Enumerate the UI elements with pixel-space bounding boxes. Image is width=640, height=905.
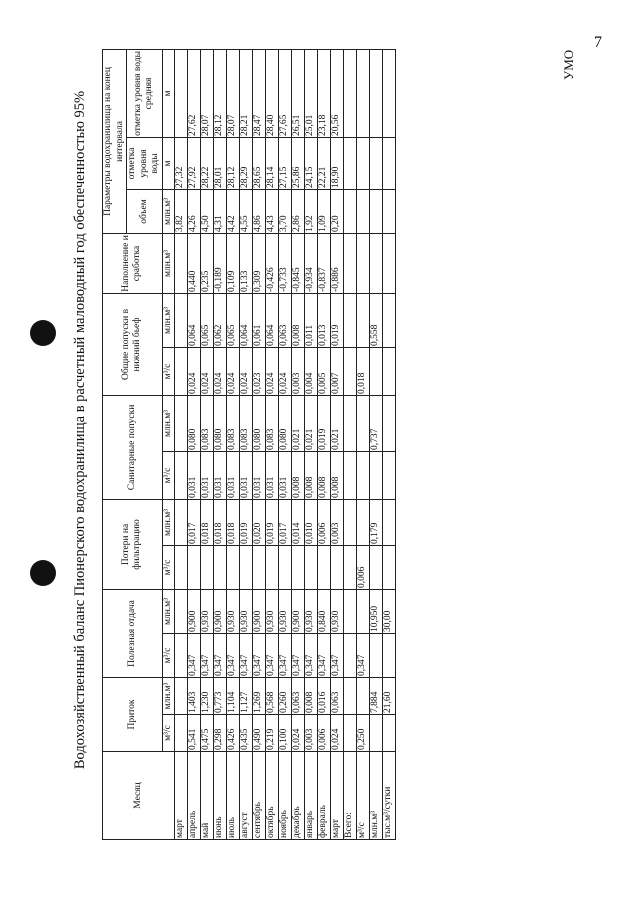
cell-q-rel: 0,024 (201, 347, 214, 395)
month-cell: март (175, 752, 188, 840)
totals-row (370, 49, 383, 839)
cell-fill: 0,109 (227, 233, 240, 293)
total-cell-v-use (357, 589, 370, 633)
cell-v-in: 0,568 (266, 678, 279, 715)
totals-row (383, 49, 396, 839)
table-row (292, 49, 305, 839)
cell-q-in: 0,541 (188, 715, 201, 752)
cell-avg: 27,65 (279, 49, 292, 137)
cell-v-san: 0,080 (214, 395, 227, 451)
total-cell-fill (357, 233, 370, 293)
cell-avg: 28,07 (201, 49, 214, 137)
cell-v-filt: 0,018 (214, 499, 227, 545)
header-units-row (162, 49, 175, 839)
total-cell-q-rel: 0,018 (357, 347, 370, 395)
cell-v-rel: 0,065 (227, 293, 240, 347)
unit-cell: м³/с (162, 545, 175, 589)
cell-volume: 4,31 (214, 189, 227, 233)
cell-v-filt: 0,018 (201, 499, 214, 545)
month-cell: февраль (318, 752, 331, 840)
cell-q-san: 0,031 (266, 451, 279, 499)
cell-v-in (175, 678, 188, 715)
cell-v-use: 0,930 (227, 589, 240, 633)
cell-v-rel: 0,019 (331, 293, 344, 347)
cell-q-rel: 0,024 (266, 347, 279, 395)
cell-q-san: 0,031 (279, 451, 292, 499)
cell-v-san: 0,019 (318, 395, 331, 451)
cell-volume: 1,92 (305, 189, 318, 233)
cell-v-in: 0,773 (214, 678, 227, 715)
totals-row (357, 49, 370, 839)
cell-q-san: 0,008 (292, 451, 305, 499)
cell-volume: 4,86 (253, 189, 266, 233)
cell-fill: 0,133 (240, 233, 253, 293)
month-cell: ноябрь (279, 752, 292, 840)
cell-level: 28,01 (214, 137, 227, 189)
total-cell-v-in: 7,884 (370, 678, 383, 715)
cell-q-filt (175, 545, 188, 589)
unit-cell: м³/с (162, 451, 175, 499)
total-cell-q-in (383, 715, 396, 752)
cell-q-in: 0,219 (266, 715, 279, 752)
cell-v-rel: 0,011 (305, 293, 318, 347)
total-cell-q-in (370, 715, 383, 752)
page-number: 7 (594, 34, 602, 51)
cell-q-filt (201, 545, 214, 589)
cell-level: 28,65 (253, 137, 266, 189)
cell-q-rel: 0,003 (292, 347, 305, 395)
cell-q-filt (227, 545, 240, 589)
totals-unit-label: м³/с (357, 752, 370, 840)
cell-q-use: 0,347 (266, 634, 279, 678)
water-balance-table (102, 49, 396, 840)
cell-v-use: 0,900 (188, 589, 201, 633)
cell-level: 27,32 (175, 137, 188, 189)
total-cell-q-rel (383, 347, 396, 395)
cell-fill: 0,309 (253, 233, 266, 293)
unit-cell: млн.м³ (162, 293, 175, 347)
unit-cell: млн.м³ (162, 589, 175, 633)
cell-v-use (175, 589, 188, 633)
total-cell-v-rel (383, 293, 396, 347)
cell-fill: -0,845 (292, 233, 305, 293)
cell-v-filt: 0,006 (318, 499, 331, 545)
total-cell-q-san (357, 451, 370, 499)
cell-level: 24,15 (305, 137, 318, 189)
cell-q-filt (188, 545, 201, 589)
cell-v-san: 0,021 (331, 395, 344, 451)
cell-avg: 28,12 (214, 49, 227, 137)
cell-v-use: 0,930 (331, 589, 344, 633)
cell-v-use: 0,930 (305, 589, 318, 633)
total-cell-v-san (357, 395, 370, 451)
cell-q-san: 0,031 (253, 451, 266, 499)
month-cell: декабрь (292, 752, 305, 840)
cell-q-rel: 0,024 (279, 347, 292, 395)
unit-cell: м (162, 137, 175, 189)
unit-cell: млн.м³ (162, 233, 175, 293)
cell-q-in: 0,298 (214, 715, 227, 752)
table-row (227, 49, 240, 839)
cell-fill: 0,440 (188, 233, 201, 293)
cell-q-in: 0,426 (227, 715, 240, 752)
total-cell-fill (383, 233, 396, 293)
cell-v-rel: 0,062 (214, 293, 227, 347)
cell-fill: -0,426 (266, 233, 279, 293)
cell-v-rel: 0,063 (279, 293, 292, 347)
cell-fill: 0,235 (201, 233, 214, 293)
total-cell-avg (383, 49, 396, 137)
table-row (240, 49, 253, 839)
cell-level: 22,21 (318, 137, 331, 189)
table-row (331, 49, 344, 839)
cell-v-rel: 0,008 (292, 293, 305, 347)
cell-volume: 3,70 (279, 189, 292, 233)
cell-v-rel: 0,064 (188, 293, 201, 347)
cell-q-in: 0,024 (331, 715, 344, 752)
total-cell-avg (357, 49, 370, 137)
cell-level: 27,92 (188, 137, 201, 189)
cell-q-rel (175, 347, 188, 395)
cell-v-in: 0,008 (305, 678, 318, 715)
cell-q-in: 0,100 (279, 715, 292, 752)
total-cell-v-in (357, 678, 370, 715)
cell-volume: 0,20 (331, 189, 344, 233)
cell-fill: -0,189 (214, 233, 227, 293)
cell-q-in: 0,435 (240, 715, 253, 752)
total-cell-v-san: 0,737 (370, 395, 383, 451)
cell-v-use: 0,930 (201, 589, 214, 633)
total-cell-q-san (383, 451, 396, 499)
cell-q-use: 0,347 (201, 634, 214, 678)
month-cell: октябрь (266, 752, 279, 840)
cell-v-san: 0,083 (201, 395, 214, 451)
cell-fill (175, 233, 188, 293)
cell-v-san: 0,080 (279, 395, 292, 451)
cell-v-filt (175, 499, 188, 545)
cell-v-use: 0,930 (240, 589, 253, 633)
total-cell-v-filt (357, 499, 370, 545)
cell-q-rel: 0,024 (240, 347, 253, 395)
cell-q-san: 0,031 (214, 451, 227, 499)
cell-q-use: 0,347 (240, 634, 253, 678)
cell-v-san: 0,083 (240, 395, 253, 451)
unit-cell: м³/с (162, 634, 175, 678)
cell-q-filt (214, 545, 227, 589)
header-avg-level: отметка уровня воды средняя (127, 49, 163, 137)
cell-avg: 25,01 (305, 49, 318, 137)
total-cell-q-filt: 0,006 (357, 545, 370, 589)
umo-stamp: УМО (561, 49, 576, 80)
cell-level: 28,12 (227, 137, 240, 189)
total-cell-q-use (370, 634, 383, 678)
cell-v-use: 0,930 (279, 589, 292, 633)
cell-v-rel (175, 293, 188, 347)
cell-q-in: 0,003 (305, 715, 318, 752)
cell-v-in: 1,104 (227, 678, 240, 715)
cell-q-use: 0,347 (188, 634, 201, 678)
cell-fill: -0,837 (318, 233, 331, 293)
total-cell-level (383, 137, 396, 189)
cell-q-rel: 0,024 (227, 347, 240, 395)
cell-volume: 1,09 (318, 189, 331, 233)
punch-hole (30, 320, 56, 346)
cell-avg: 26,51 (292, 49, 305, 137)
cell-v-filt: 0,019 (240, 499, 253, 545)
total-cell-v-in: 21,60 (383, 678, 396, 715)
cell-v-filt: 0,003 (331, 499, 344, 545)
cell-v-san: 0,083 (266, 395, 279, 451)
cell-level: 27,15 (279, 137, 292, 189)
totals-label-row (344, 49, 357, 839)
total-cell-fill (370, 233, 383, 293)
cell-q-use: 0,347 (318, 634, 331, 678)
cell-v-filt: 0,017 (188, 499, 201, 545)
cell-v-san (175, 395, 188, 451)
cell-v-in: 1,230 (201, 678, 214, 715)
cell-q-san: 0,031 (201, 451, 214, 499)
cell-q-filt (305, 545, 318, 589)
cell-avg: 28,40 (266, 49, 279, 137)
cell-q-filt (279, 545, 292, 589)
total-cell-v-use: 30,00 (383, 589, 396, 633)
document-title: Водохозяйственный баланс Пионерского водохранилища в расчетный маловодный год обеспеченностью 95% (72, 90, 88, 770)
cell-q-rel: 0,004 (305, 347, 318, 395)
cell-v-use: 0,930 (266, 589, 279, 633)
total-cell-v-san (383, 395, 396, 451)
header-useful: Полезная отдача (103, 589, 163, 677)
cell-q-filt (266, 545, 279, 589)
header-filtration: Потери на фильтрацию (103, 499, 163, 589)
table-row (201, 49, 214, 839)
unit-cell: млн.м³ (162, 189, 175, 233)
month-cell: январь (305, 752, 318, 840)
total-cell-q-filt (370, 545, 383, 589)
cell-q-use (175, 634, 188, 678)
total-cell-q-san (370, 451, 383, 499)
cell-avg (175, 49, 188, 137)
total-cell-volume (370, 189, 383, 233)
cell-q-in: 0,475 (201, 715, 214, 752)
totals-label: Всего: (344, 752, 357, 840)
cell-avg: 23,18 (318, 49, 331, 137)
header-inflow: Приток (103, 678, 163, 752)
cell-v-san: 0,080 (253, 395, 266, 451)
cell-v-in: 0,016 (318, 678, 331, 715)
cell-v-use: 0,900 (253, 589, 266, 633)
cell-q-filt (240, 545, 253, 589)
cell-v-rel: 0,013 (318, 293, 331, 347)
table-row (175, 49, 188, 839)
cell-v-san: 0,083 (227, 395, 240, 451)
cell-q-rel: 0,005 (318, 347, 331, 395)
cell-q-rel: 0,024 (188, 347, 201, 395)
table-row (253, 49, 266, 839)
cell-q-rel: 0,007 (331, 347, 344, 395)
unit-cell: млн.м³ (162, 395, 175, 451)
cell-v-san: 0,021 (292, 395, 305, 451)
cell-fill: -0,934 (305, 233, 318, 293)
cell-v-use: 0,840 (318, 589, 331, 633)
month-cell: сентябрь (253, 752, 266, 840)
cell-level: 25,86 (292, 137, 305, 189)
table-row (305, 49, 318, 839)
header-sanitary: Санитарные попуски (103, 395, 163, 499)
cell-q-san: 0,008 (305, 451, 318, 499)
cell-q-filt (318, 545, 331, 589)
total-cell-v-use: 10,950 (370, 589, 383, 633)
cell-fill: -0,886 (331, 233, 344, 293)
total-cell-volume (383, 189, 396, 233)
cell-q-in (175, 715, 188, 752)
cell-q-use: 0,347 (214, 634, 227, 678)
cell-fill: -0,733 (279, 233, 292, 293)
cell-level: 28,22 (201, 137, 214, 189)
cell-v-rel: 0,065 (201, 293, 214, 347)
cell-q-filt (292, 545, 305, 589)
cell-avg: 20,56 (331, 49, 344, 137)
cell-avg: 28,47 (253, 49, 266, 137)
header-row-1 (103, 49, 127, 839)
unit-cell: м³/с (162, 347, 175, 395)
cell-volume: 4,50 (201, 189, 214, 233)
cell-q-use: 0,347 (305, 634, 318, 678)
header-total-release: Общие попуски в нижний бьеф (103, 293, 163, 395)
cell-q-use: 0,347 (331, 634, 344, 678)
cell-v-in: 0,063 (331, 678, 344, 715)
cell-v-in: 0,260 (279, 678, 292, 715)
header-level: отметка уровня воды (127, 137, 163, 189)
table-row (214, 49, 227, 839)
cell-q-in: 0,006 (318, 715, 331, 752)
month-cell: июль (227, 752, 240, 840)
month-cell: апрель (188, 752, 201, 840)
unit-cell: млн.м³ (162, 499, 175, 545)
cell-v-in: 0,063 (292, 678, 305, 715)
cell-v-use: 0,900 (292, 589, 305, 633)
total-cell-q-use: 0,347 (357, 634, 370, 678)
cell-volume: 3,82 (175, 189, 188, 233)
table-body (175, 49, 344, 839)
cell-q-san: 0,031 (188, 451, 201, 499)
total-cell-v-rel: 0,558 (370, 293, 383, 347)
cell-volume: 2,86 (292, 189, 305, 233)
total-cell-avg (370, 49, 383, 137)
totals-body (344, 49, 396, 839)
cell-v-filt: 0,019 (266, 499, 279, 545)
total-cell-q-filt (383, 545, 396, 589)
cell-q-rel: 0,023 (253, 347, 266, 395)
totals-unit-label: млн.м³ (370, 752, 383, 840)
cell-q-san: 0,031 (240, 451, 253, 499)
cell-v-san: 0,080 (188, 395, 201, 451)
month-cell: март (331, 752, 344, 840)
total-cell-level (357, 137, 370, 189)
cell-q-in: 0,024 (292, 715, 305, 752)
cell-volume: 4,42 (227, 189, 240, 233)
cell-q-in: 0,490 (253, 715, 266, 752)
cell-v-in: 1,269 (253, 678, 266, 715)
cell-q-use: 0,347 (253, 634, 266, 678)
punch-hole (30, 560, 56, 586)
total-cell-q-in: 0,250 (357, 715, 370, 752)
unit-cell: млн.м³ (162, 678, 175, 715)
totals-unit-label: тыс.м³/сутки (383, 752, 396, 840)
month-cell: май (201, 752, 214, 840)
cell-q-use: 0,347 (292, 634, 305, 678)
cell-v-san: 0,021 (305, 395, 318, 451)
table-row (266, 49, 279, 839)
cell-v-filt: 0,014 (292, 499, 305, 545)
cell-avg: 27,62 (188, 49, 201, 137)
total-cell-q-rel (370, 347, 383, 395)
total-cell-v-filt: 0,179 (370, 499, 383, 545)
total-cell-level (370, 137, 383, 189)
cell-avg: 28,21 (240, 49, 253, 137)
cell-q-san: 0,008 (318, 451, 331, 499)
cell-level: 28,14 (266, 137, 279, 189)
cell-volume: 4,43 (266, 189, 279, 233)
cell-avg: 28,07 (227, 49, 240, 137)
header-params: Параметры водохранилища на конец интервала (103, 49, 127, 233)
cell-level: 28,29 (240, 137, 253, 189)
cell-q-use: 0,347 (227, 634, 240, 678)
cell-v-filt: 0,020 (253, 499, 266, 545)
total-cell-q-use (383, 634, 396, 678)
cell-v-use: 0,900 (214, 589, 227, 633)
unit-cell: м (162, 49, 175, 137)
total-cell-volume (357, 189, 370, 233)
cell-volume: 4,55 (240, 189, 253, 233)
table-row (188, 49, 201, 839)
cell-v-rel: 0,061 (253, 293, 266, 347)
cell-v-filt: 0,010 (305, 499, 318, 545)
cell-q-filt (253, 545, 266, 589)
rotated-page-content (66, 35, 586, 840)
cell-v-in: 1,127 (240, 678, 253, 715)
header-fill: Наполнение и сработка (103, 233, 163, 293)
cell-v-filt: 0,017 (279, 499, 292, 545)
cell-q-san: 0,031 (227, 451, 240, 499)
cell-v-filt: 0,018 (227, 499, 240, 545)
unit-cell: м³/с (162, 715, 175, 752)
cell-q-rel: 0,024 (214, 347, 227, 395)
cell-q-san (175, 451, 188, 499)
month-cell: август (240, 752, 253, 840)
cell-q-san: 0,008 (331, 451, 344, 499)
cell-v-rel: 0,064 (240, 293, 253, 347)
cell-q-use: 0,347 (279, 634, 292, 678)
cell-v-in: 1,403 (188, 678, 201, 715)
cell-volume: 4,26 (188, 189, 201, 233)
table-row (279, 49, 292, 839)
month-cell: июнь (214, 752, 227, 840)
table-row (318, 49, 331, 839)
cell-q-filt (331, 545, 344, 589)
total-cell-v-filt (383, 499, 396, 545)
header-month: Месяц (103, 752, 175, 840)
cell-v-rel: 0,064 (266, 293, 279, 347)
header-volume: объем (127, 189, 163, 233)
total-cell-v-rel (357, 293, 370, 347)
cell-level: 18,90 (331, 137, 344, 189)
